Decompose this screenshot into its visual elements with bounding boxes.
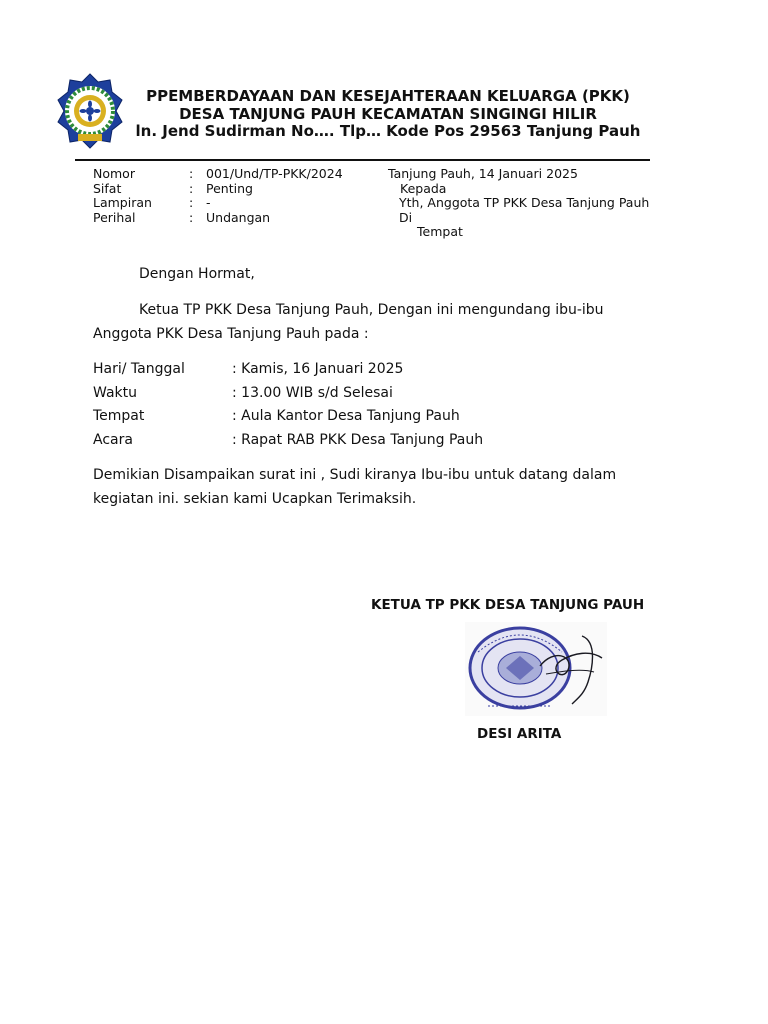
meta-separators — [189, 167, 193, 225]
header-address: ln. Jend Sudirman No…. Tlp… Kode Pos 29563 Tanjung Pauh — [135, 122, 641, 140]
detail-label: Hari/ Tanggal — [93, 361, 185, 377]
meta-value: Penting — [206, 180, 253, 196]
meta-value: - — [206, 195, 211, 210]
meta-sep: : — [189, 195, 194, 210]
detail-value: : Kamis, 16 Januari 2025 — [232, 361, 404, 377]
detail-label: Tempat — [93, 408, 145, 424]
meta-sep: : — [189, 209, 194, 225]
meta-sep: : — [189, 180, 194, 196]
meta-label: Sifat — [93, 180, 122, 196]
intro-line-1: Ketua TP PKK Desa Tanjung Pauh, Dengan ini mengundang ibu-ibu — [139, 302, 604, 318]
detail-label: Waktu — [93, 385, 137, 401]
detail-label: Acara — [93, 432, 133, 448]
detail-value: : 13.00 WIB s/d Selesai — [232, 385, 393, 401]
closing-line-1: Demikian Disampaikan surat ini , Sudi kiranya Ibu-ibu untuk datang dalam — [93, 467, 617, 483]
recipient-name: Yth, Anggota TP PKK Desa Tanjung Pauh — [399, 195, 650, 210]
meta-label: Perihal — [93, 209, 136, 225]
meta-labels — [93, 167, 152, 225]
letter-date: Tanjung Pauh, 14 Januari 2025 — [388, 166, 578, 181]
signature-name: DESI ARITA — [477, 726, 562, 742]
header-org-name: PPEMBERDAYAAN DAN KESEJAHTERAAN KELUARGA (PKK) — [146, 87, 630, 105]
meta-value: Undangan — [206, 209, 271, 225]
detail-value: : Aula Kantor Desa Tanjung Pauh — [232, 408, 460, 424]
header-divider — [75, 159, 650, 161]
meta-label: Nomor — [93, 166, 135, 181]
recipient-di: Di — [399, 209, 413, 225]
intro-line-2: Anggota PKK Desa Tanjung Pauh pada : — [93, 326, 369, 342]
recipient-tempat: Tempat — [417, 224, 463, 239]
meta-sep: : — [189, 166, 194, 181]
header-village: DESA TANJUNG PAUH KECAMATAN SINGINGI HILIR — [179, 105, 597, 123]
meta-label: Lampiran — [93, 195, 152, 210]
meta-value: 001/Und/TP-PKK/2024 — [206, 166, 343, 181]
recipient-kepada: Kepada — [400, 180, 447, 196]
detail-value: : Rapat RAB PKK Desa Tanjung Pauh — [232, 432, 484, 448]
official-stamp-icon — [462, 622, 612, 718]
salutation: Dengan Hormat, — [139, 266, 255, 282]
closing-line-2: kegiatan ini. sekian kami Ucapkan Terimaksih. — [93, 491, 417, 507]
signature-title: KETUA TP PKK DESA TANJUNG PAUH — [371, 597, 645, 613]
pkk-logo-icon — [54, 72, 126, 150]
meta-values — [206, 167, 343, 225]
